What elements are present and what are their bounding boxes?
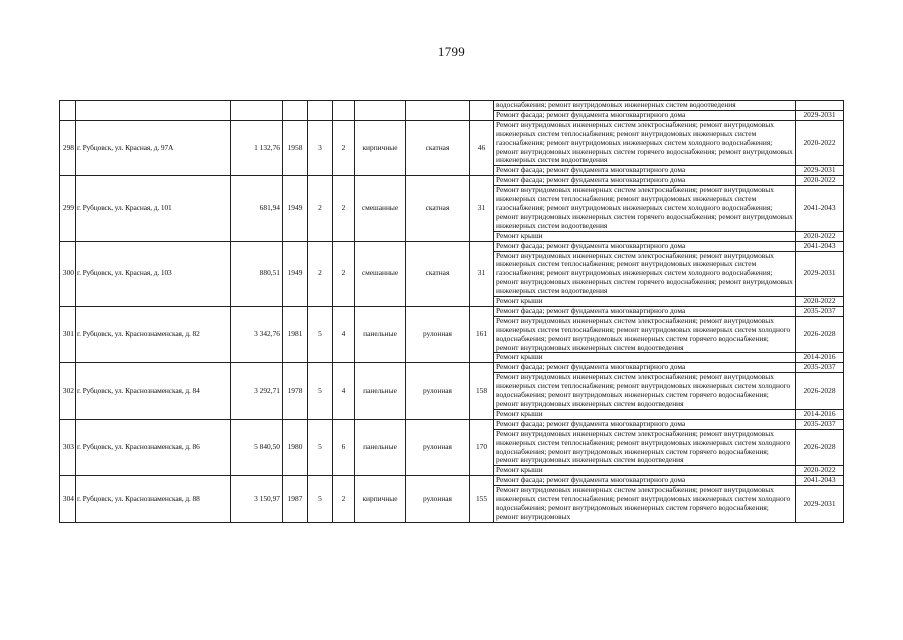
period-cell: 2029-2031: [796, 166, 844, 176]
area-cell: 3 150,97: [231, 476, 283, 523]
work-cell: Ремонт фасада; ремонт фундамента многоквартирного дома: [494, 363, 796, 373]
year-cell: 1958: [283, 120, 308, 175]
period-cell: 2020-2022: [796, 466, 844, 476]
entrances-cell: 6: [333, 419, 355, 475]
floors-cell: 5: [308, 476, 333, 523]
floors-cell: 5: [308, 419, 333, 475]
apartments-cell: 170: [470, 419, 494, 475]
area-cell: 3 292,71: [231, 363, 283, 419]
apartments-cell: 46: [470, 120, 494, 175]
walls-cell: кирпичные: [355, 120, 406, 175]
row-number: 298: [60, 120, 76, 175]
address-cell: г. Рубцовск, ул. Краснознаменская, д. 82: [76, 306, 231, 362]
floors-cell: [308, 101, 333, 121]
walls-cell: кирпичные: [355, 476, 406, 523]
work-cell: Ремонт внутридомовых инженерных систем электроснабжения; ремонт внутридомовых инженерных систем теплоснабжения; ремонт внутридомовых инженерных систем холодного водоснабжения; ремонт внутридомовых инженерных систем горячего водоснабжения; ремонт внутридомовых инженерных систем водоотведения: [494, 373, 796, 410]
work-cell: Ремонт фасада; ремонт фундамента многоквартирного дома: [494, 166, 796, 176]
period-cell: 2026-2028: [796, 316, 844, 353]
table-row: [60, 476, 844, 486]
entrances-cell: 2: [333, 176, 355, 241]
period-cell: 2020-2022: [796, 120, 844, 166]
table-row: [60, 363, 844, 373]
table-row: [60, 241, 844, 251]
period-cell: 2029-2031: [796, 110, 844, 120]
apartments-cell: 155: [470, 476, 494, 523]
address-cell: г. Рубцовск, ул. Красная, д. 97А: [76, 120, 231, 175]
row-number: 299: [60, 176, 76, 241]
work-cell: Ремонт фасада; ремонт фундамента многоквартирного дома: [494, 176, 796, 186]
row-number: 304: [60, 476, 76, 523]
walls-cell: [355, 101, 406, 121]
row-number: 302: [60, 363, 76, 419]
area-cell: 1 132,76: [231, 120, 283, 175]
entrances-cell: [333, 101, 355, 121]
address-cell: [76, 101, 231, 121]
year-cell: 1949: [283, 176, 308, 241]
area-cell: 3 342,76: [231, 306, 283, 362]
work-cell: Ремонт внутридомовых инженерных систем электроснабжения; ремонт внутридомовых инженерных систем теплоснабжения; ремонт внутридомовых инженерных систем газоснабжения; ремонт внутридомовых инженерных систем холодного водоснабжения; ремонт внутридомовых инженерных систем горячего водоснабжения; ремонт внутридомовых инженерных систем водоотведения: [494, 251, 796, 297]
roof-cell: [406, 101, 470, 121]
period-cell: 2014-2016: [796, 353, 844, 363]
table-row: [60, 101, 844, 111]
year-cell: 1980: [283, 419, 308, 475]
table-row: [60, 306, 844, 316]
num-cell: [60, 101, 76, 121]
work-cell: Ремонт внутридомовых инженерных систем электроснабжения; ремонт внутридомовых инженерных систем теплоснабжения; ремонт внутридомовых инженерных систем газоснабжения; ремонт внутридомовых инженерных систем холодного водоснабжения; ремонт внутридомовых инженерных систем горячего водоснабжения; ремонт внутридомовых инженерных систем водоотведения: [494, 120, 796, 166]
floors-cell: 2: [308, 241, 333, 306]
housing-repair-table: [59, 100, 844, 523]
work-cell: Ремонт фасада; ремонт фундамента многоквартирного дома: [494, 419, 796, 429]
entrances-cell: 4: [333, 363, 355, 419]
work-cell: Ремонт крыши: [494, 409, 796, 419]
area-cell: 681,94: [231, 176, 283, 241]
period-cell: 2035-2037: [796, 306, 844, 316]
address-cell: г. Рубцовск, ул. Краснознаменская, д. 86: [76, 419, 231, 475]
work-cell: Ремонт внутридомовых инженерных систем электроснабжения; ремонт внутридомовых инженерных систем теплоснабжения; ремонт внутридомовых инженерных систем холодного водоснабжения; ремонт внутридомовых инженерных систем горячего водоснабжения; ремонт внутридомовых: [494, 486, 796, 523]
area-cell: 5 840,50: [231, 419, 283, 475]
period-cell: 2035-2037: [796, 363, 844, 373]
table-body: [60, 101, 844, 523]
work-cell: водоснабжения; ремонт внутридомовых инженерных систем водоотведения: [494, 101, 796, 111]
roof-cell: скатная: [406, 176, 470, 241]
work-cell: Ремонт крыши: [494, 466, 796, 476]
apartments-cell: [470, 101, 494, 121]
walls-cell: смешанные: [355, 241, 406, 306]
work-cell: Ремонт фасада; ремонт фундамента многоквартирного дома: [494, 476, 796, 486]
work-cell: Ремонт фасада; ремонт фундамента многоквартирного дома: [494, 306, 796, 316]
apartments-cell: 31: [470, 241, 494, 306]
apartments-cell: 31: [470, 176, 494, 241]
work-cell: Ремонт крыши: [494, 231, 796, 241]
floors-cell: 5: [308, 363, 333, 419]
work-cell: Ремонт фасада; ремонт фундамента многоквартирного дома: [494, 241, 796, 251]
roof-cell: скатная: [406, 241, 470, 306]
entrances-cell: 2: [333, 241, 355, 306]
table-row: [60, 120, 844, 166]
work-cell: Ремонт фасада; ремонт фундамента многоквартирного дома: [494, 110, 796, 120]
area-cell: 880,51: [231, 241, 283, 306]
period-cell: 2020-2022: [796, 176, 844, 186]
apartments-cell: 158: [470, 363, 494, 419]
row-number: 301: [60, 306, 76, 362]
period-cell: 2020-2022: [796, 297, 844, 307]
period-cell: 2041-2043: [796, 186, 844, 232]
walls-cell: панельные: [355, 419, 406, 475]
period-cell: [796, 101, 844, 111]
year-cell: [283, 101, 308, 121]
period-cell: 2014-2016: [796, 409, 844, 419]
walls-cell: панельные: [355, 363, 406, 419]
floors-cell: 5: [308, 306, 333, 362]
row-number: 303: [60, 419, 76, 475]
period-cell: 2041-2043: [796, 476, 844, 486]
year-cell: 1987: [283, 476, 308, 523]
table-row: [60, 419, 844, 429]
address-cell: г. Рубцовск, ул. Краснознаменская, д. 88: [76, 476, 231, 523]
period-cell: 2026-2028: [796, 429, 844, 466]
period-cell: 2026-2028: [796, 373, 844, 410]
year-cell: 1949: [283, 241, 308, 306]
work-cell: Ремонт крыши: [494, 353, 796, 363]
roof-cell: рулонная: [406, 363, 470, 419]
entrances-cell: 2: [333, 120, 355, 175]
row-number: 300: [60, 241, 76, 306]
area-cell: [231, 101, 283, 121]
address-cell: г. Рубцовск, ул. Красная, д. 103: [76, 241, 231, 306]
walls-cell: смешанные: [355, 176, 406, 241]
entrances-cell: 2: [333, 476, 355, 523]
roof-cell: рулонная: [406, 476, 470, 523]
year-cell: 1978: [283, 363, 308, 419]
page-number: 1799: [437, 44, 466, 59]
period-cell: 2020-2022: [796, 231, 844, 241]
floors-cell: 3: [308, 120, 333, 175]
apartments-cell: 161: [470, 306, 494, 362]
address-cell: г. Рубцовск, ул. Краснознаменская, д. 84: [76, 363, 231, 419]
entrances-cell: 4: [333, 306, 355, 362]
floors-cell: 2: [308, 176, 333, 241]
address-cell: г. Рубцовск, ул. Красная, д. 101: [76, 176, 231, 241]
work-cell: Ремонт внутридомовых инженерных систем электроснабжения; ремонт внутридомовых инженерных систем теплоснабжения; ремонт внутридомовых инженерных систем холодного водоснабжения; ремонт внутридомовых инженерных систем горячего водоснабжения; ремонт внутридомовых инженерных систем водоотведения: [494, 316, 796, 353]
walls-cell: панельные: [355, 306, 406, 362]
period-cell: 2029-2031: [796, 486, 844, 523]
period-cell: 2041-2043: [796, 241, 844, 251]
period-cell: 2035-2037: [796, 419, 844, 429]
work-cell: Ремонт внутридомовых инженерных систем электроснабжения; ремонт внутридомовых инженерных систем теплоснабжения; ремонт внутридомовых инженерных систем холодного водоснабжения; ремонт внутридомовых инженерных систем горячего водоснабжения; ремонт внутридомовых инженерных систем водоотведения: [494, 429, 796, 466]
work-cell: Ремонт крыши: [494, 297, 796, 307]
work-cell: Ремонт внутридомовых инженерных систем электроснабжения; ремонт внутридомовых инженерных систем теплоснабжения; ремонт внутридомовых инженерных систем газоснабжения; ремонт внутридомовых инженерных систем холодного водоснабжения; ремонт внутридомовых инженерных систем горячего водоснабжения; ремонт внутридомовых инженерных систем водоотведения: [494, 186, 796, 232]
period-cell: 2029-2031: [796, 251, 844, 297]
roof-cell: рулонная: [406, 306, 470, 362]
roof-cell: скатная: [406, 120, 470, 175]
table-row: [60, 176, 844, 186]
year-cell: 1981: [283, 306, 308, 362]
roof-cell: рулонная: [406, 419, 470, 475]
